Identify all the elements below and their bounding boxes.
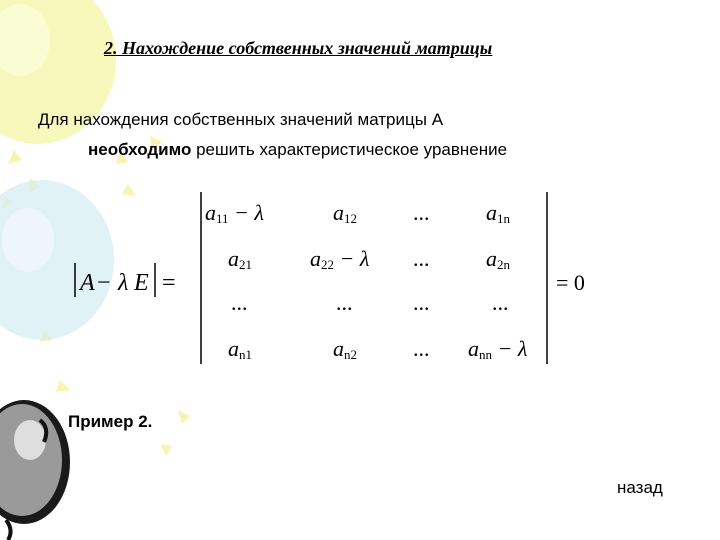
matrix-entry-minus-lambda: − λ [334,246,370,271]
matrix-entry-minus-lambda: − λ [228,200,264,225]
back-link[interactable]: назад [617,478,663,497]
lhs-equals: = [162,270,176,296]
matrix-entry-subscript: 22 [321,257,334,272]
matrix-entry-subscript: 2n [497,257,510,272]
lhs-e: E [134,270,149,296]
intro-bold-word: необходимо [88,140,192,159]
matrix-cell-r1-c2 [333,200,357,226]
matrix-entry-base: ... [413,336,430,361]
matrix-entry-base: ... [336,290,353,315]
matrix-cell-r2-c3 [413,246,430,271]
matrix-entry-base: a [228,336,239,361]
matrix-entry-base: ... [413,200,430,225]
matrix-cell-r3-c4 [492,290,509,315]
rhs-zero: = 0 [556,270,585,295]
matrix-cell-r2-c1 [228,246,252,272]
matrix-entry-base: a [468,336,479,361]
matrix-cell-r3-c2 [336,290,353,315]
example-label: Пример 2. [68,412,153,431]
matrix-cell-r3-c3 [413,290,430,315]
matrix-entry-subscript: n1 [239,347,252,362]
matrix-entry-base: ... [492,290,509,315]
matrix-entry-subscript: 21 [239,257,252,272]
matrix-cell-r4-c1 [228,336,252,362]
matrix-cell-r1-c4 [486,200,511,226]
slide-title: 2. Нахождение собственных значений матрицы [104,38,493,58]
matrix-entry-base: a [333,200,344,225]
matrix-cells [205,200,527,362]
matrix-entry-base: a [333,336,344,361]
matrix-cell-r1-c1 [205,200,264,226]
matrix-cell-r4-c3 [413,336,430,361]
matrix-cell-r1-c3 [413,200,430,225]
matrix-entry-minus-lambda: − λ [492,336,528,361]
matrix-entry-base: ... [413,290,430,315]
matrix-cell-r3-c1 [231,290,248,315]
matrix-entry-base: a [205,200,216,225]
intro-line-1: Для нахождения собственных значений матрицы А [38,110,444,129]
lhs-a: A [80,270,95,296]
lhs-lambda: λ [118,270,129,296]
matrix-entry-base: ... [231,290,248,315]
matrix-entry-subscript: 12 [344,211,357,226]
matrix-entry-subscript: n2 [344,347,357,362]
matrix-entry-subscript: 1n [497,211,510,226]
matrix-entry-base: ... [413,246,430,271]
matrix-entry-base: a [228,246,239,271]
intro-rest: решить характеристическое уравнение [191,140,508,159]
matrix-cell-r4-c2 [333,336,357,362]
matrix-entry-subscript: 11 [216,211,229,226]
lhs-minus: − [97,270,111,296]
matrix-entry-subscript: nn [479,347,492,362]
matrix-cell-r4-c4 [468,336,527,362]
matrix-entry-base: a [486,246,497,271]
matrix-cell-r2-c2 [310,246,369,272]
matrix-entry-base: a [310,246,321,271]
matrix-cell-r2-c4 [486,246,511,272]
matrix-entry-base: a [486,200,497,225]
